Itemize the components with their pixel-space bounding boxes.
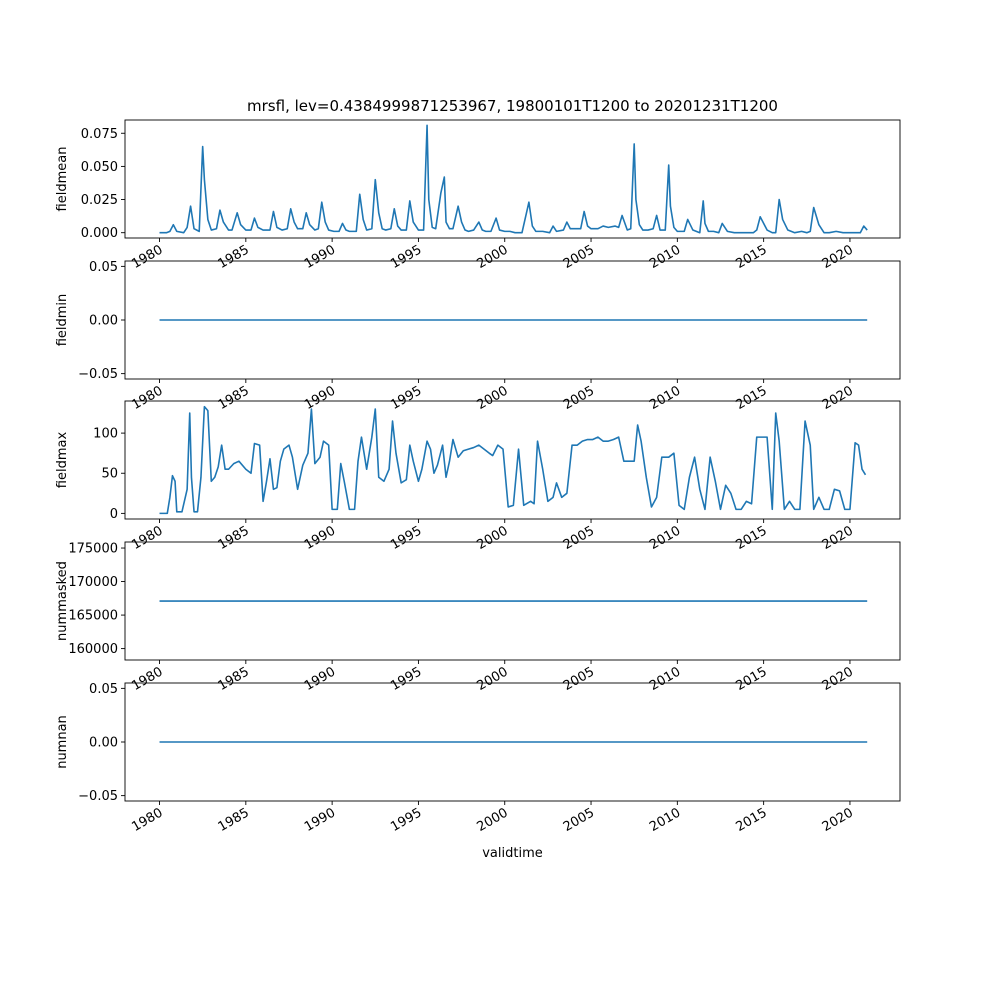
fieldmean-y-axis-label: fieldmean [55,146,70,212]
fieldmin-xtick-label: 1995 [388,383,425,414]
nummasked-xtick-label: 2005 [560,664,598,695]
fieldmax-xtick-label: 1980 [129,523,166,554]
fieldmax-xtick-label: 1985 [215,523,252,554]
fieldmean-xtick-label: 2010 [647,242,684,273]
fieldmin-xtick-label: 2010 [647,383,684,414]
fieldmin-xtick-label: 2020 [819,383,856,414]
nummasked-y-axis-label: nummasked [55,561,70,641]
fieldmin-xtick-label: 2005 [560,383,598,414]
fieldmean-xtick-label: 2020 [819,242,856,273]
fieldmean-ytick-label: 0.000 [80,226,118,242]
nummasked-xtick-label: 2010 [647,664,684,695]
nummasked-xtick-label: 2015 [733,664,770,695]
nummasked-ytick-label: 175000 [68,541,118,557]
nummasked-ytick-label: 160000 [68,642,118,658]
numnan-xtick-label: 2015 [733,805,770,836]
fieldmax-ytick-label: 50 [101,466,118,482]
x-axis-label: validtime [482,846,543,861]
numnan-xtick-label: 2020 [819,805,856,836]
numnan-xtick-label: 1985 [215,805,252,836]
fieldmean-xtick-label: 1990 [301,242,339,273]
nummasked-xtick-label: 1990 [301,664,339,695]
fieldmin-xtick-label: 1990 [301,383,339,414]
numnan-xtick-label: 2000 [474,805,511,836]
fieldmin-ytick-label: −0.05 [78,367,118,383]
fieldmin-ytick-label: 0.05 [89,259,118,275]
fieldmean-xtick-label: 2000 [474,242,511,273]
numnan-xtick-label: 2010 [647,805,684,836]
fieldmin-xtick-label: 1980 [129,383,166,414]
numnan-xtick-label: 2005 [560,805,598,836]
nummasked-xtick-label: 1985 [215,664,252,695]
fieldmax-ytick-label: 100 [93,426,118,442]
fieldmax-xtick-label: 2010 [647,523,684,554]
fieldmean-xtick-label: 2005 [560,242,598,273]
fieldmean-ytick-label: 0.050 [80,159,118,175]
nummasked-ytick-label: 165000 [68,608,118,624]
fieldmax-xtick-label: 2000 [474,523,511,554]
fieldmin-xtick-label: 2015 [733,383,770,414]
numnan-y-axis-label: numnan [55,715,70,769]
fieldmean-xtick-label: 1995 [388,242,425,273]
nummasked-xtick-label: 1980 [129,664,166,695]
fieldmax-xtick-label: 2015 [733,523,770,554]
numnan-xtick-label: 1995 [388,805,425,836]
fieldmean-ytick-label: 0.075 [80,126,118,142]
nummasked-ytick-label: 170000 [68,575,118,591]
figure-title: mrsfl, lev=0.4384999871253967, 19800101T1200 to 20201231T1200 [247,97,778,115]
fieldmax-y-axis-label: fieldmax [55,431,70,489]
fieldmin-y-axis-label: fieldmin [55,293,70,347]
fieldmean-xtick-label: 1985 [215,242,252,273]
nummasked-xtick-label: 2020 [819,664,856,695]
fieldmin-ytick-label: 0.00 [89,313,118,329]
numnan-xtick-label: 1990 [301,805,339,836]
nummasked-xtick-label: 2000 [474,664,511,695]
fieldmax-xtick-label: 1995 [388,523,425,554]
nummasked-xtick-label: 1995 [388,664,425,695]
fieldmin-xtick-label: 1985 [215,383,252,414]
fieldmean-ytick-label: 0.025 [80,193,118,209]
fieldmax-xtick-label: 2020 [819,523,856,554]
fieldmax-ytick-label: 0 [109,506,118,522]
numnan-ytick-label: −0.05 [78,789,118,805]
fieldmean-xtick-label: 1980 [129,242,166,273]
fieldmax-xtick-label: 1990 [301,523,339,554]
fieldmean-xtick-label: 2015 [733,242,770,273]
fieldmax-xtick-label: 2005 [560,523,598,554]
numnan-xtick-label: 1980 [129,805,166,836]
numnan-ytick-label: 0.05 [89,681,118,697]
fieldmin-xtick-label: 2000 [474,383,511,414]
numnan-ytick-label: 0.00 [89,735,118,751]
